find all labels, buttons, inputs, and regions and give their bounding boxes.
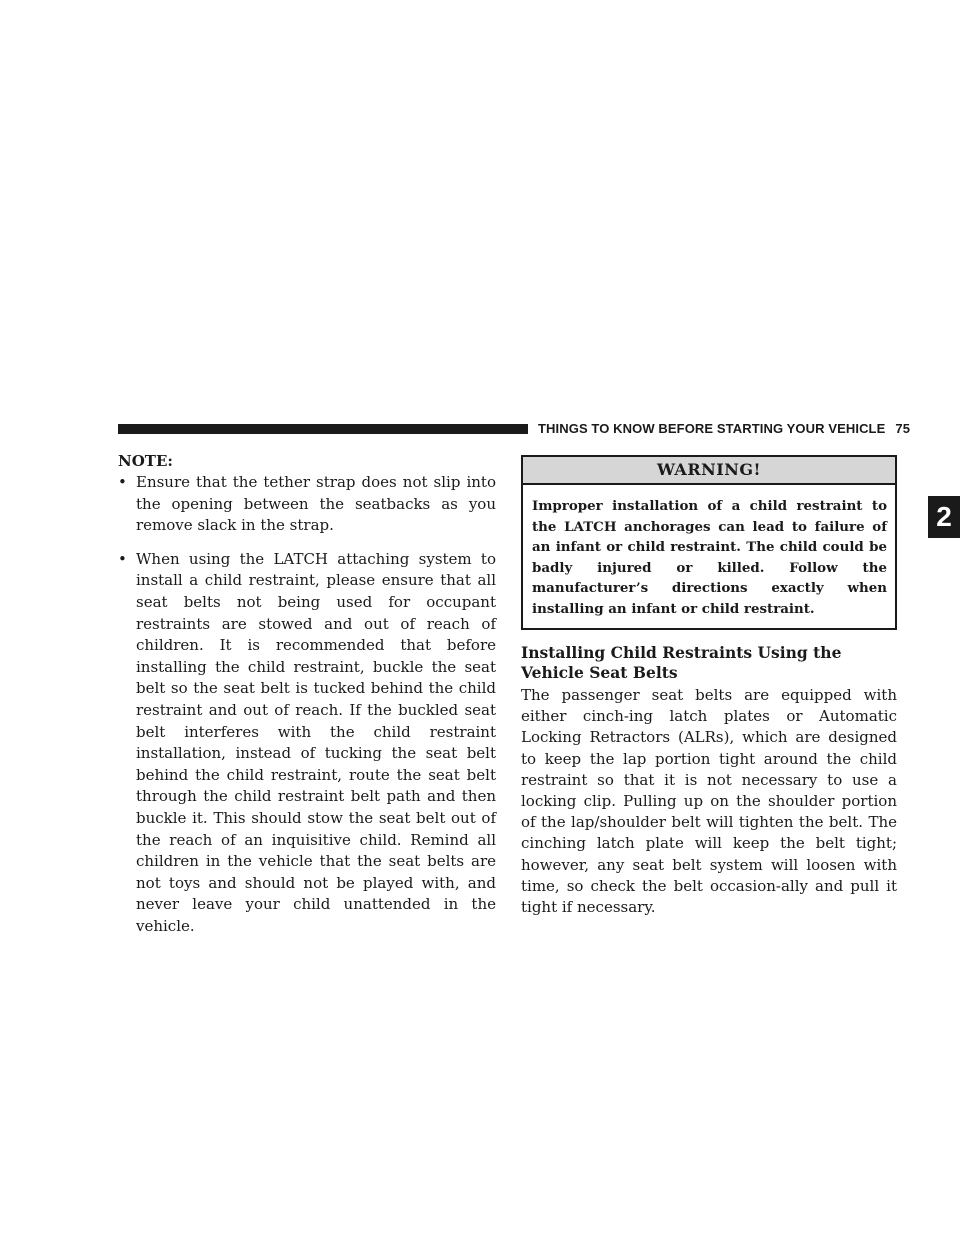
page-number: 75 bbox=[895, 421, 911, 436]
note-label: NOTE: bbox=[118, 452, 173, 470]
header-title: THINGS TO KNOW BEFORE STARTING YOUR VEHICLE bbox=[538, 421, 886, 436]
note-bullet-list bbox=[118, 472, 496, 937]
right-column bbox=[521, 455, 897, 918]
running-header bbox=[538, 421, 910, 436]
section-body: The passenger seat belts are equipped with either cinch-ing latch plates or Automatic Locking Retractors (ALRs), which are designed to keep the lap portion tight around the child restraint so that it is not necessary to use a locking clip. Pulling up on the shoulder portion of the lap/shoulder belt will tighten the belt. The cinching latch plate will keep the belt tight; however, any seat belt system will loosen with time, so check the belt occasion-ally and pull it tight if necessary. bbox=[521, 686, 897, 917]
note-bullet bbox=[118, 472, 496, 537]
bullet-icon: • bbox=[118, 549, 127, 568]
section-heading: Installing Child Restraints Using the Vehicle Seat Belts bbox=[521, 643, 842, 682]
note-bullet bbox=[118, 549, 496, 938]
left-column bbox=[118, 452, 496, 949]
bullet-icon: • bbox=[118, 473, 127, 491]
warning-box bbox=[521, 455, 897, 630]
chapter-tab: 2 bbox=[928, 496, 960, 538]
warning-body: Improper installation of a child restraint to the LATCH anchorages can lead to failure of an infant or child restraint. The child could be badly injured or killed. Follow the manufacturer’s directions exactly when installing an infant or child restraint. bbox=[532, 498, 887, 617]
note-bullet-text: When using the LATCH attaching system to install a child restraint, please ensure that all seat belts not being used for occupant restraints are stowed and out of reach of children. It is recommended that before installing the child restraint, buckle the seat belt so the seat belt is tucked behind the child restraint and out of reach. If the buckled seat belt interferes with the child restraint installation, instead of tucking the seat belt behind the child restraint, route the seat belt through the child restraint belt path and then buckle it. This should stow the seat belt out of the reach of an inquisitive child. Remind all children in the vehicle that the seat belts are not toys and should not be played with, and never leave your child unattended in the vehicle. bbox=[136, 549, 496, 935]
warning-title: WARNING! bbox=[523, 457, 895, 485]
header-rule bbox=[118, 424, 528, 434]
note-bullet-text: Ensure that the tether strap does not slip into the opening between the seatbacks as you remove slack in the strap. bbox=[136, 473, 496, 535]
